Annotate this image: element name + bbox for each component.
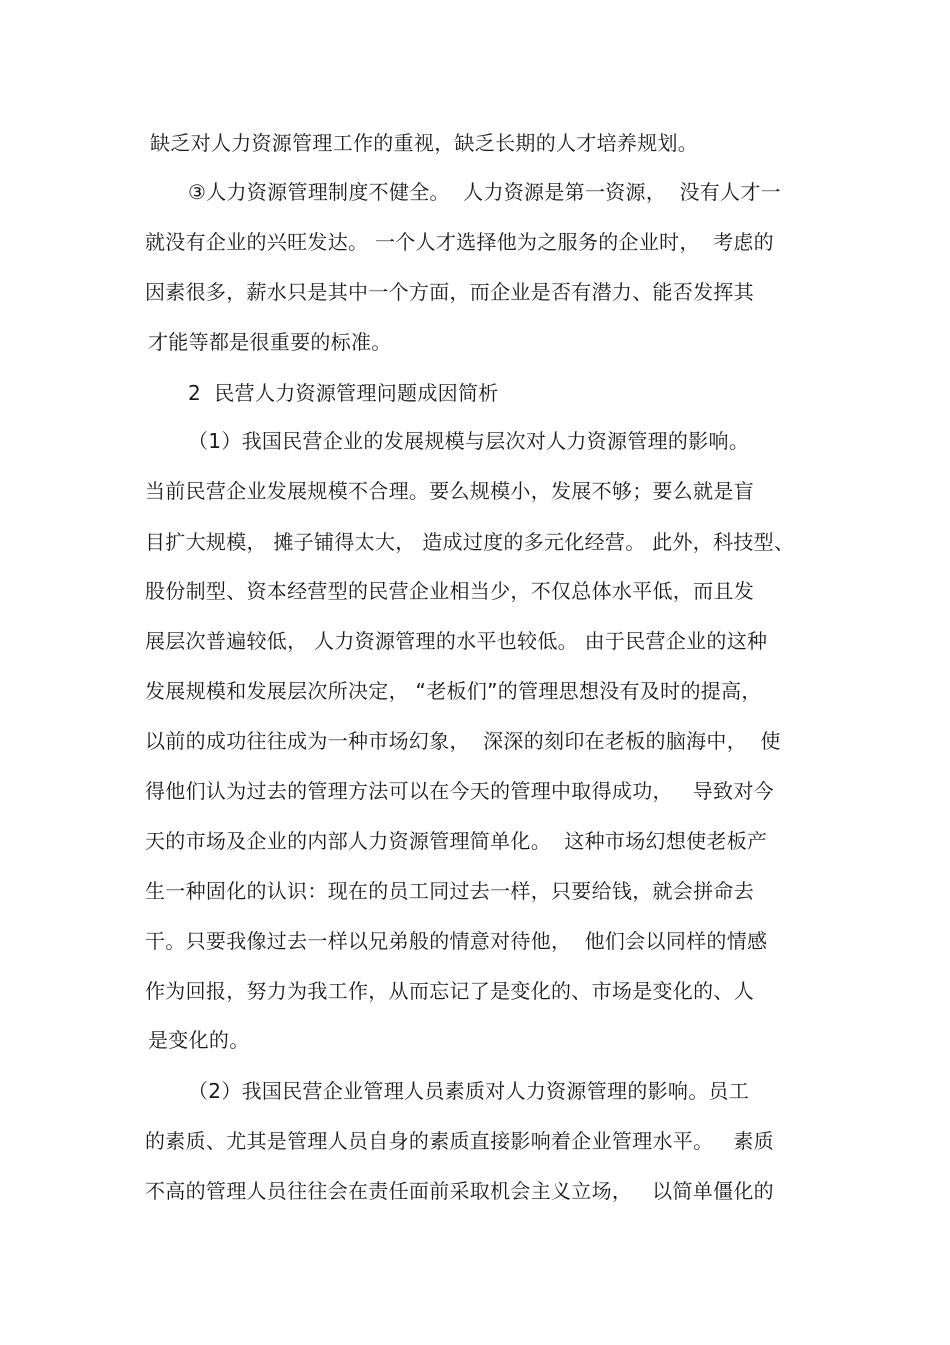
text-line: 是变化的。: [148, 1028, 250, 1052]
text-line: 不高的管理人员往往会在责任面前采取机会主义立场， 以简单僵化的: [145, 1179, 774, 1203]
text-line: 天的市场及企业的内部人力资源管理简单化。 这种市场幻想使老板产: [145, 829, 768, 853]
section-heading: 2 民营人力资源管理问题成因简析: [188, 381, 499, 405]
text-line: 展层次普遍较低， 人力资源管理的水平也较低。 由于民营企业的这种: [145, 629, 768, 653]
text-line: 目扩大规模， 摊子铺得太大， 造成过度的多元化经营。 此外，科技型、: [145, 530, 795, 554]
text-line: 得他们认为过去的管理方法可以在今天的管理中取得成功， 导致对今: [145, 779, 774, 803]
text-line: 就没有企业的兴旺发达。 一个人才选择他为之服务的企业时， 考虑的: [145, 230, 774, 254]
text-line: 作为回报，努力为我工作，从而忘记了是变化的、市场是变化的、人: [145, 979, 754, 1003]
text-line: 因素很多，薪水只是其中一个方面，而企业是否有潜力、能否发挥其: [145, 280, 754, 304]
text-line: ③人力资源管理制度不健全。 人力资源是第一资源， 没有人才一: [188, 180, 781, 204]
text-line: 当前民营企业发展规模不合理。要么规模小，发展不够；要么就是盲: [145, 479, 754, 503]
text-line: 股份制型、资本经营型的民营企业相当少，不仅总体水平低，而且发: [145, 579, 754, 603]
text-line: 缺乏对人力资源管理工作的重视，缺乏长期的人才培养规划。: [150, 131, 699, 155]
text-line: 发展规模和发展层次所决定， “老板们”的管理思想没有及时的提高，: [145, 679, 762, 703]
text-line: （1）我国民营企业的发展规模与层次对人力资源管理的影响。: [188, 429, 750, 453]
text-line: 干。只要我像过去一样以兄弟般的情意对待他， 他们会以同样的情感: [145, 929, 768, 953]
text-line: 以前的成功往往成为一种市场幻象， 深深的刻印在老板的脑海中， 使: [145, 729, 781, 753]
text-line: （2）我国民营企业管理人员素质对人力资源管理的影响。员工: [188, 1079, 750, 1103]
text-line: 的素质、尤其是管理人员自身的素质直接影响着企业管理水平。 素质: [145, 1129, 774, 1153]
text-line: 生一种固化的认识：现在的员工同过去一样，只要给钱，就会拼命去: [145, 879, 754, 903]
text-line: 才能等都是很重要的标准。: [148, 330, 392, 354]
